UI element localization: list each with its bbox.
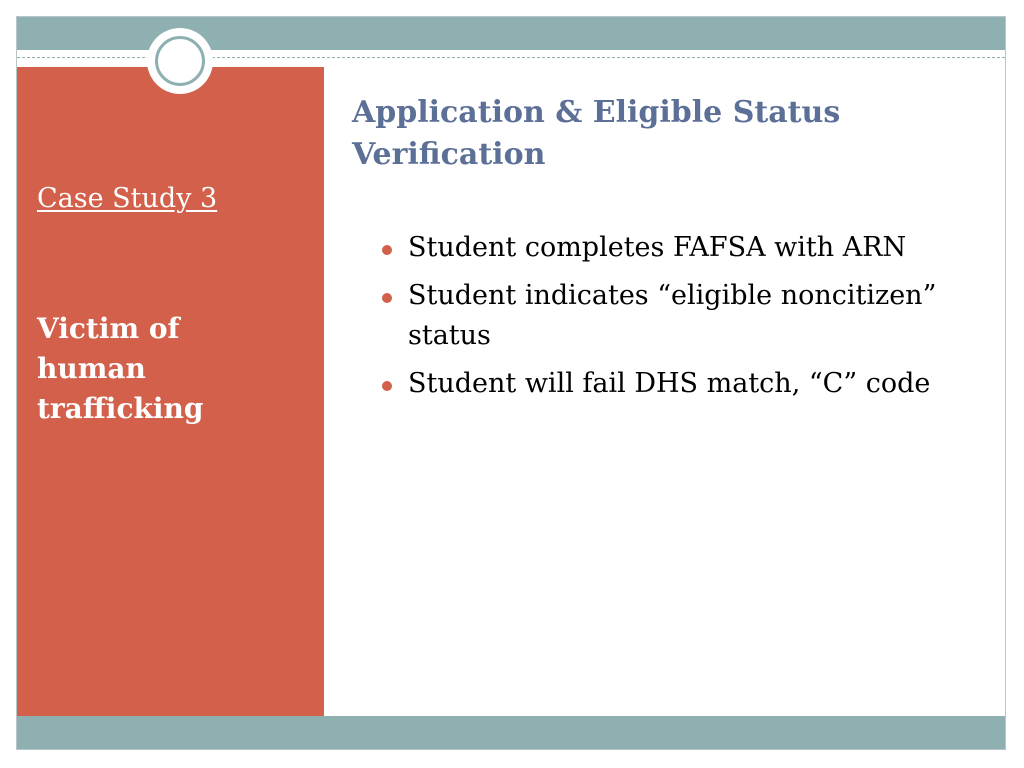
subtitle-line: human	[37, 352, 146, 385]
case-study-subtitle	[37, 309, 307, 429]
bullet-item: Student indicates “eligible noncitizen” status	[382, 276, 992, 356]
slide-title	[352, 92, 972, 176]
circle-ring-icon	[155, 36, 205, 86]
bottom-accent-band	[17, 716, 1005, 749]
bullet-item: Student completes FAFSA with ARN	[382, 228, 992, 268]
bullet-list	[382, 228, 992, 412]
subtitle-line: Victim of	[37, 312, 180, 345]
case-study-title: Case Study 3	[37, 183, 218, 214]
bullet-item: Student will fail DHS match, “C” code	[382, 364, 992, 404]
slide-title-line: Verification	[352, 137, 546, 172]
slide-title-line: Application & Eligible Status	[352, 95, 841, 130]
subtitle-line: trafficking	[37, 392, 204, 425]
